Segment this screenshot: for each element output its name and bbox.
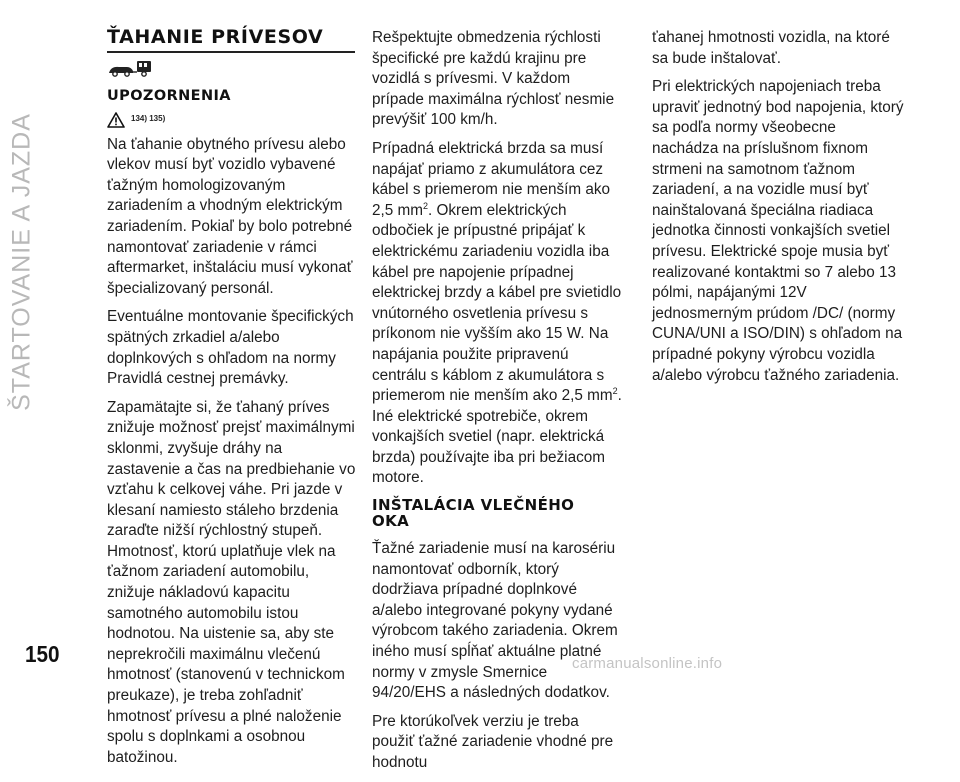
text-segment: . Iné elektrické spotrebiče, okrem vonkajších svetiel (napr. elektrická brzda) používajte iba pri bežiacom motore. (372, 387, 622, 487)
warning-references: 134) 135) (131, 114, 166, 124)
column-3 (652, 28, 904, 394)
col2-paragraph-electrical (372, 139, 624, 489)
warning-refs-row (107, 109, 359, 131)
col2-paragraph-speed: Rešpektujte obmedzenia rýchlosti špecifické pre každú krajinu pre vozidlá s prívesmi. V každom prípade maximálna rýchlosť nesmie prevýšiť 100 km/h. (372, 29, 615, 129)
page-number: 150 (25, 641, 60, 667)
warning-heading: UPOZORNENIA (107, 88, 231, 104)
warning-triangle-icon (107, 112, 125, 128)
text-segment: . Okrem elektrických odbočiek je prípustné pripájať k elektrickému zariadeniu vozidla iba kábel pre napojenie prípadnej elektrickej brzdy a kábel pre svietidlo vnútorného osvetlenia prívesu s príkonom nie vyšším ako 15 W. Na napájania použite pripravenú centrálu s káblom z akumulátora s priemerom nie menším ako 2,5 mm (372, 201, 622, 405)
col2-paragraph-version: Pre ktorúkoľvek verziu je treba použiť ťažné zariadenie vhodné pre hodnotu (372, 712, 614, 771)
tow-trailer-icon (107, 58, 153, 78)
col1-paragraph: Na ťahanie obytného prívesu alebo vlekov musí byť vozidlo vybavené ťažným homologizovaným zariadením a vhodným elektrickým zariadením. Pokiaľ by bolo potrebné namontovať zariadenie v rámci aftermarket, inštaláciu musí vykonať špecializovaný personál. (107, 135, 353, 297)
text-segment: Prípadná elektrická brzda sa musí napájať priamo z akumulátora cez kábel s priemerom nie menším ako 2,5 mm (372, 139, 611, 219)
section-icons (107, 56, 359, 82)
watermark-text: carmanualsonline.info (572, 655, 723, 672)
installation-heading: INŠTALÁCIA VLEČNÉHO OKA (372, 496, 575, 531)
col3-paragraph: Pri elektrických napojeniach treba upraviť jednotný bod napojenia, ktorý sa podľa normy všeobecne nachádza na príslušnom fixnom strmeni na samotnom ťažnom zariadení, a na vozidle musí byť nainštalovaná špeciálna riadiaca jednotka činnosti vonkajších svetiel prívesu. Elektrické spoje musia byť realizované kontaktmi so 7 alebo 13 pólmi, napájanými 12V jednosmerným prúdom /DC/ (normy CUNA/UNI a ISO/DIN) s ohľadom na prípadné pokyny výrobcu vozidla a/alebo výrobcu ťažného zariadenia. (652, 78, 904, 384)
section-title: ŤAHANIE PRÍVESOV (107, 26, 324, 48)
column-1 (107, 26, 359, 776)
column-2 (372, 28, 624, 782)
chapter-side-title: ŠTARTOVANIE A JAZDA (7, 113, 36, 411)
col1-paragraph: Zapamätajte si, že ťahaný príves znižuje možnosť prejsť maximálnymi sklonmi, zvyšuje dráhy na zastavenie a čas na predbiehanie vo vzťahu k celkovej váhe. Pri jazde v klesaní namiesto stáleho brzdenia zaraďte nižší rýchlostný stupeň. Hmotnosť, ktorú uplatňuje vlek na ťažnom zariadení automobilu, znižuje nákladovú kapacitu samotného automobilu istou hodnotou. Na uistenie sa, aby ste neprekročili maximálnu vlečenú hmotnosť (stanovenú v technickom preukaze), je treba zohľadniť hmotnosť prívesu a plné naloženie spolu s doplnkami a osobnou batožinou. (107, 398, 356, 766)
col2-paragraph-installation: Ťažné zariadenie musí na karosériu namontovať odborník, ktorý dodržiava prípadné doplnkové a/alebo integrované pokyny vydané výrobcom takého zariadenia. Okrem iného musí spĺňať aktuálne platné normy v zmysle Smernice 94/20/EHS a následných dodatkov. (372, 540, 618, 702)
superscript: 2 (612, 386, 618, 396)
col1-paragraph: Eventuálne montovanie špecifických spätných zrkadiel a/alebo doplnkových s ohľadom na normy Pravidlá cestnej premávky. (107, 308, 354, 388)
col3-paragraph: ťahanej hmotnosti vozidla, na ktoré sa bude inštalovať. (652, 29, 890, 67)
superscript: 2 (423, 200, 429, 211)
title-rule (107, 51, 355, 53)
